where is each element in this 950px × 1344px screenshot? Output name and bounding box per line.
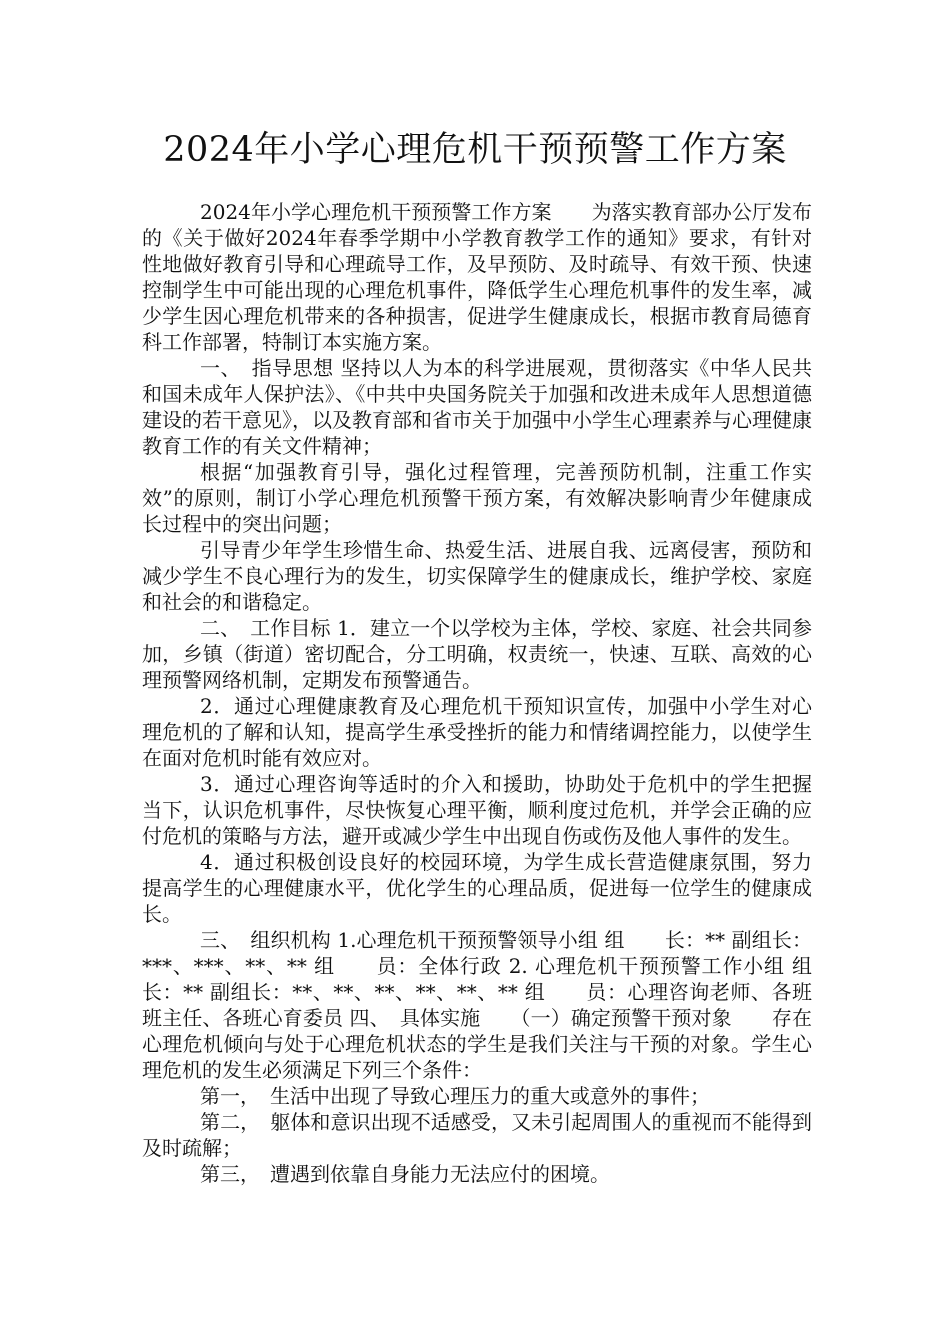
document-body [142, 199, 852, 1187]
paragraph-work-goals-3: 3．通过心理咨询等适时的介入和援助，协助处于危机中的学生把握当下，认识危机事件，尽快恢复心理平衡，顺利度过危机，并学会正确的应付危机的策略与方法，避开或减少学生中出现自伤或伤及他人事件的发生。 [142, 772, 812, 848]
paragraph-organization: 三、 组织机构 1.心理危机干预预警领导小组 组 长：** 副组长：***、***、**、** 组 员：全体行政 2. 心理危机干预预警工作小组 组 长：** 副组长：**、**、**、**、**、** 组 员：心理咨询老师、各班班主任、各班心育委员 四、 具体实施 （一）确定预警干预对象 存在心理危机倾向与处于心理危机状态的学生是我们关注与干预的对象。学生心理危机的发生必须满足下列三个条件： [142, 928, 852, 1082]
paragraph-guidance: 引导青少年学生珍惜生命、热爱生活、进展自我、远离侵害，预防和减少学生不良心理行为的发生，切实保障学生的健康成长，维护学校、家庭和社会的和谐稳定。 [142, 538, 812, 614]
paragraph-work-goals-1: 二、 工作目标 1．建立一个以学校为主体，学校、家庭、社会共同参加，乡镇（街道）密切配合，分工明确，权责统一，快速、互联、高效的心理预警网络机制，定期发布预警通告。 [142, 616, 812, 692]
paragraph-condition-3: 第三， 遭遇到依靠自身能力无法应付的困境。 [200, 1162, 610, 1186]
paragraph-guiding-ideology: 一、 指导思想 坚持以人为本的科学进展观，贯彻落实《中华人民共和国未成年人保护法》、《中共中央国务院关于加强和改进未成年人思想道德建设的若干意见》，以及教育部和省市关于加强中小学生心理素养与心理健康教育工作的有关文件精神； [142, 356, 812, 458]
document-title: 2024年小学心理危机干预预警工作方案 [163, 130, 787, 170]
paragraph-condition-1: 第一， 生活中出现了导致心理压力的重大或意外的事件； [200, 1084, 710, 1108]
paragraph-condition-2: 第二， 躯体和意识出现不适感受，又未引起周围人的重视而不能得到及时疏解； [142, 1110, 812, 1160]
paragraph-work-goals-4: 4．通过积极创设良好的校园环境，为学生成长营造健康氛围，努力提高学生的心理健康水平，优化学生的心理品质，促进每一位学生的健康成长。 [142, 850, 812, 926]
paragraph-work-goals-2: 2．通过心理健康教育及心理危机干预知识宣传，加强中小学生对心理危机的了解和认知，提高学生承受挫折的能力和情绪调控能力，以使学生在面对危机时能有效应对。 [142, 694, 812, 770]
paragraph-intro: 2024年小学心理危机干预预警工作方案 为落实教育部办公厅发布的《关于做好2024年春季学期中小学教育教学工作的通知》要求，有针对性地做好教育引导和心理疏导工作，及早预防、及时疏导、有效干预、快速控制学生中可能出现的心理危机事件，降低学生心理危机事件的发生率，减少学生因心理危机带来的各种损害，促进学生健康成长，根据市教育局德育科工作部署，特制订本实施方案。 [142, 200, 812, 354]
paragraph-principle: 根据“加强教育引导，强化过程管理，完善预防机制，注重工作实效”的原则，制订小学心理危机预警干预方案，有效解决影响青少年健康成长过程中的突出问题； [142, 460, 812, 536]
